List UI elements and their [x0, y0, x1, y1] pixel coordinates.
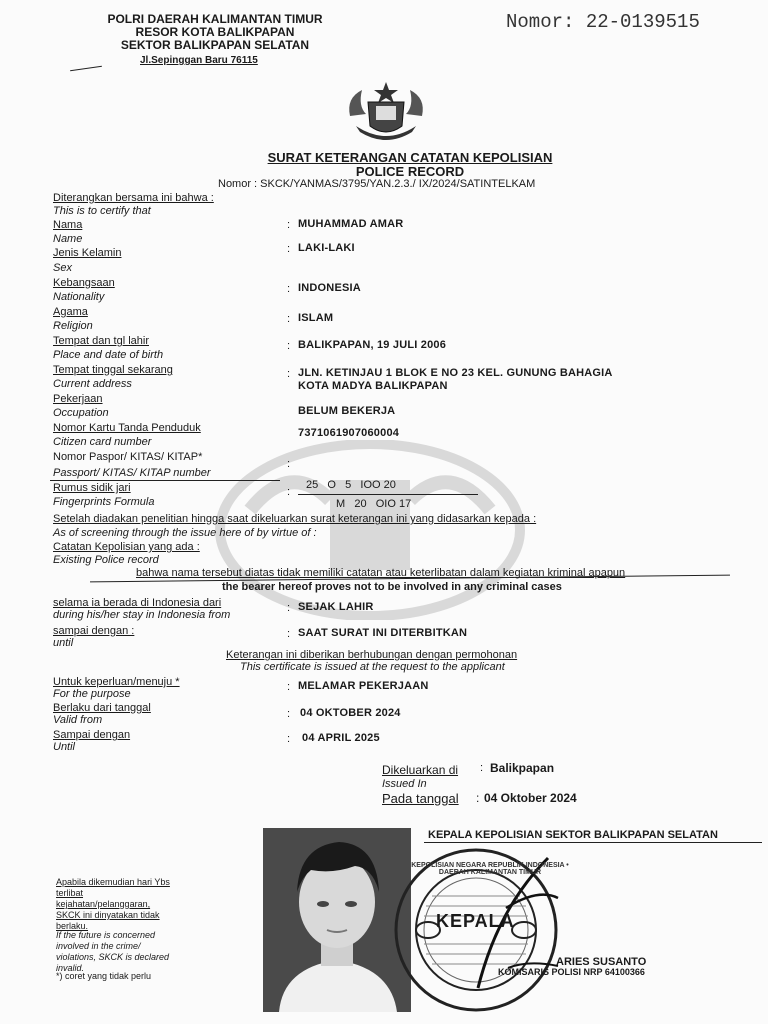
- valid-until-value: 04 APRIL 2025: [302, 732, 380, 744]
- issued-at-label: Dikeluarkan di: [382, 763, 459, 777]
- fingerprint-formula-bottom: M 20 OIO 17: [336, 498, 412, 510]
- police-emblem-icon: [342, 76, 430, 142]
- field-label-passport: Nomor Paspor/ KITAS/ KITAP*: [53, 451, 203, 463]
- issued-date-value: 04 Oktober 2024: [484, 791, 577, 805]
- field-label-address: Tempat tinggal sekarang: [53, 364, 173, 376]
- issued-at-colon: :: [480, 762, 484, 774]
- header-address: Jl.Sepinggan Baru 76115: [140, 55, 258, 66]
- field-label-id-card: Nomor Kartu Tanda Penduduk: [53, 422, 201, 434]
- field-colon: :: [287, 340, 291, 352]
- field-colon: :: [287, 219, 291, 231]
- field-label-fingerprint: Rumus sidik jari: [53, 482, 131, 494]
- field-label-id-card-en: Citizen card number: [53, 436, 152, 448]
- field-label-passport-en: Passport/ KITAS/ KITAP number: [53, 467, 211, 479]
- field-colon: :: [287, 313, 291, 325]
- field-label-religion: Agama: [53, 306, 88, 318]
- field-colon: :: [287, 283, 291, 295]
- fingerprint-formula-top: 25 O 5 IOO 20: [306, 479, 396, 491]
- purpose-value: MELAMAR PEKERJAAN: [298, 680, 429, 692]
- statement-text: bahwa nama tersebut diatas tidak memiliki catatan atau keterlibatan dalam kegiatan kriminal apapun: [136, 567, 626, 579]
- field-colon: :: [287, 458, 291, 470]
- field-value-occupation: BELUM BEKERJA: [298, 405, 396, 417]
- header-line-3: SEKTOR BALIKPAPAN SELATAN: [120, 38, 310, 52]
- field-value-birth: BALIKPAPAN, 19 JULI 2006: [298, 339, 447, 351]
- valid-until-label-en: Until: [53, 741, 76, 753]
- purpose-label: Untuk keperluan/menuju *: [53, 676, 180, 688]
- signatory-title: KEPALA KEPOLISIAN SEKTOR BALIKPAPAN SELATAN: [428, 829, 718, 841]
- header-line-1: POLRI DAERAH KALIMANTAN TIMUR: [107, 12, 323, 26]
- field-value-religion: ISLAM: [298, 312, 334, 324]
- valid-from-value: 04 OKTOBER 2024: [300, 707, 401, 719]
- field-label-religion-en: Religion: [53, 320, 93, 332]
- field-label-name-en: Name: [53, 233, 83, 245]
- field-value-sex: LAKI-LAKI: [298, 242, 355, 254]
- issued-at-value: Balikpapan: [490, 761, 555, 775]
- field-value-address-line2: KOTA MADYA BALIKPAPAN: [298, 380, 448, 392]
- fingerprint-divider: [298, 494, 478, 495]
- field-colon: :: [287, 486, 291, 498]
- stay-from-label-en: during his/her stay in Indonesia from: [53, 609, 231, 621]
- stay-until-value: SAAT SURAT INI DITERBITKAN: [298, 627, 468, 639]
- stay-until-label-en: until: [53, 637, 74, 649]
- field-label-occupation-en: Occupation: [53, 407, 109, 419]
- field-colon: :: [287, 708, 291, 720]
- doc-number: [506, 11, 700, 33]
- request-text: Keterangan ini diberikan berhubungan dengan permohonan: [226, 649, 518, 661]
- doc-number-label: Nomor: [506, 11, 564, 33]
- field-value-nationality: INDONESIA: [298, 282, 361, 294]
- issued-date-colon: :: [476, 791, 480, 805]
- valid-from-label: Berlaku dari tanggal: [53, 702, 151, 714]
- field-label-birth-en: Place and date of birth: [53, 349, 164, 361]
- field-colon: :: [287, 733, 291, 745]
- field-colon: :: [287, 602, 291, 614]
- field-label-nationality: Kebangsaan: [53, 277, 115, 289]
- purpose-label-en: For the purpose: [53, 688, 131, 700]
- field-label-birth: Tempat dan tgl lahir: [53, 335, 149, 347]
- footnote-text-en: If the future is concerned involved in the crime/ violations, SKCK is declared invalid.: [56, 930, 170, 973]
- doc-number-value: 22-0139515: [585, 11, 700, 33]
- field-colon: :: [287, 368, 291, 380]
- signatory-name: ARIES SUSANTO: [556, 956, 647, 968]
- field-label-sex-en: Sex: [53, 262, 72, 274]
- intro-text-en: This is to certify that: [53, 205, 151, 217]
- valid-from-label-en: Valid from: [53, 714, 103, 726]
- footnote-text: Apabila dikemudian hari Ybs terlibat kejahatan/pelanggaran, SKCK ini dinyatakan tidak berlaku.: [56, 877, 170, 931]
- field-label-occupation: Pekerjaan: [53, 393, 103, 405]
- field-label-name: Nama: [53, 219, 83, 231]
- footnote-star: *) coret yang tidak perlu: [56, 971, 152, 981]
- field-value-id-card: 7371061907060004: [298, 427, 400, 439]
- passport-rule: [50, 480, 280, 481]
- header-line-2: RESOR KOTA BALIKPAPAN: [135, 25, 295, 39]
- header-mark: [70, 66, 102, 71]
- record-label: Catatan Kepolisian yang ada :: [53, 541, 200, 553]
- screening-text: Setelah diadakan penelitian hingga saat dikeluarkan surat keterangan ini yang didasarkan kepada :: [53, 513, 537, 525]
- field-label-nationality-en: Nationality: [53, 291, 105, 303]
- stay-from-value: SEJAK LAHIR: [298, 601, 374, 613]
- doc-number-colon: :: [563, 11, 586, 33]
- issued-at-label-en: Issued In: [382, 778, 427, 790]
- page-title: SURAT KETERANGAN CATATAN KEPOLISIAN: [267, 150, 553, 165]
- field-label-sex: Jenis Kelamin: [53, 247, 122, 259]
- stamp-text: KEPALA: [436, 911, 515, 931]
- field-colon: :: [287, 628, 291, 640]
- issued-date-label: Pada tanggal: [382, 791, 459, 806]
- stamp-ring-text: KEPOLISIAN NEGARA REPUBLIK INDONESIA • DAERAH KALIMANTAN TIMUR: [411, 862, 569, 876]
- valid-until-label: Sampai dengan: [53, 729, 131, 741]
- stay-from-label: selama ia berada di Indonesia dari: [53, 597, 222, 609]
- record-label-en: Existing Police record: [53, 554, 159, 566]
- request-text-en: This certificate is issued at the request to the applicant: [240, 661, 505, 673]
- field-colon: :: [287, 681, 291, 693]
- intro-text: Diterangkan bersama ini bahwa :: [53, 192, 214, 204]
- field-label-fingerprint-en: Fingerprints Formula: [53, 496, 155, 508]
- signatory-rule: [424, 842, 762, 843]
- signatory-rank: KOMISARIS POLISI NRP 64100366: [498, 967, 645, 977]
- page-subtitle: POLICE RECORD: [355, 164, 465, 179]
- field-value-name: MUHAMMAD AMAR: [298, 218, 404, 230]
- reference-number: Nomor : SKCK/YANMAS/3795/YAN.2.3./ IX/2024/SATINTELKAM: [218, 178, 536, 190]
- field-colon: :: [287, 243, 291, 255]
- stay-until-label: sampai dengan :: [53, 625, 135, 637]
- screening-text-en: As of screening through the issue here of by virtue of :: [53, 527, 317, 539]
- field-value-address: JLN. KETINJAU 1 BLOK E NO 23 KEL. GUNUNG BAHAGIA: [298, 367, 613, 379]
- statement-text-en: the bearer hereof proves not to be involved in any criminal cases: [222, 581, 562, 593]
- field-label-address-en: Current address: [53, 378, 132, 390]
